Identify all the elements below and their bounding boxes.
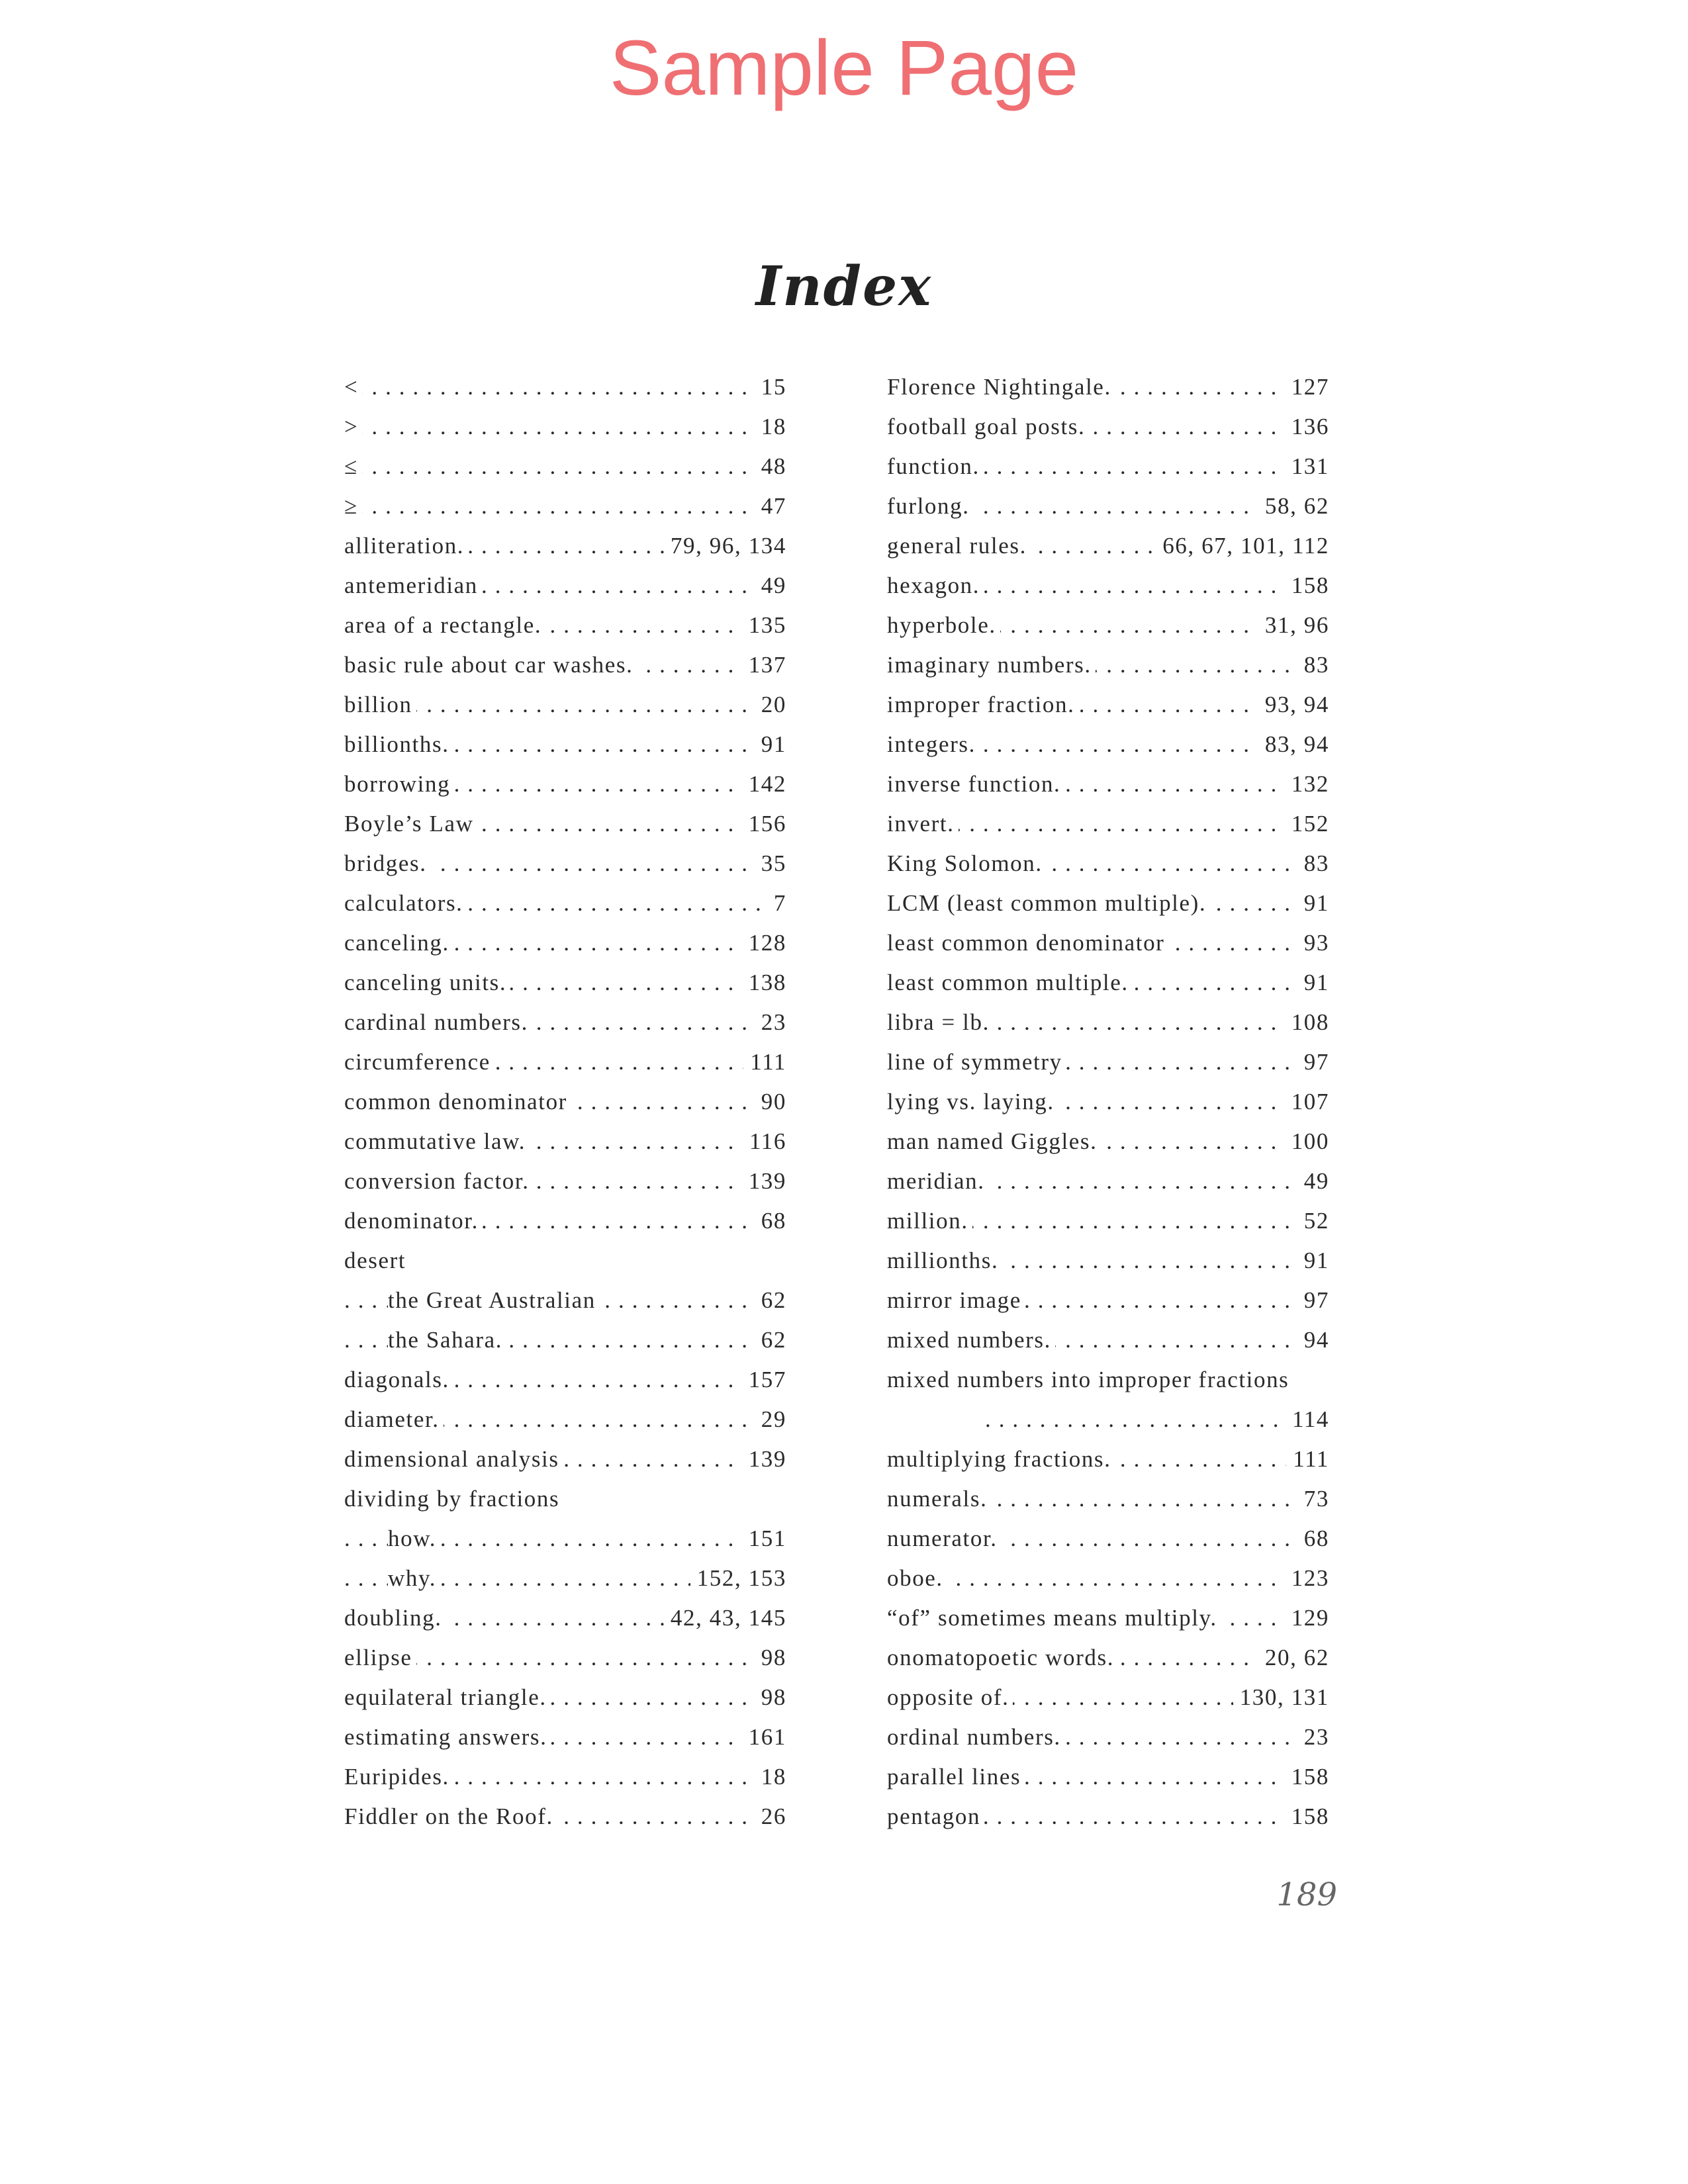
index-entry bbox=[344, 606, 786, 645]
index-term: ≤ bbox=[344, 453, 362, 479]
index-page-refs: 94 bbox=[1297, 1320, 1329, 1360]
index-entry bbox=[344, 1757, 786, 1797]
index-page-refs: 15 bbox=[755, 367, 786, 407]
index-term: why. bbox=[388, 1565, 440, 1591]
index-term: dimensional analysis bbox=[344, 1446, 563, 1472]
index-term: canceling units. bbox=[344, 970, 510, 995]
sample-page-watermark: Sample Page bbox=[609, 24, 1079, 112]
index-page-refs: 158 bbox=[1285, 1797, 1329, 1837]
index-page-refs: 91 bbox=[1297, 1241, 1329, 1281]
index-entry bbox=[344, 844, 786, 884]
index-entry bbox=[344, 1042, 786, 1082]
index-term: the Sahara. bbox=[388, 1327, 506, 1353]
index-entry bbox=[887, 1439, 1329, 1479]
index-entry bbox=[887, 1797, 1329, 1837]
index-entry bbox=[887, 1360, 1329, 1400]
index-term: commutative law. bbox=[344, 1128, 530, 1154]
index-entry bbox=[344, 1598, 786, 1638]
index-term: libra = lb. bbox=[887, 1009, 994, 1035]
index-page-refs: 142 bbox=[742, 764, 786, 804]
index-term: Boyle’s Law bbox=[344, 811, 478, 837]
index-term: calculators. bbox=[344, 890, 467, 916]
index-page-refs: 138 bbox=[742, 963, 786, 1003]
index-page-refs: 107 bbox=[1285, 1082, 1329, 1122]
index-entry bbox=[887, 1281, 1329, 1320]
index-page-refs: 91 bbox=[755, 725, 786, 764]
index-page-refs: 128 bbox=[742, 923, 786, 963]
index-page-refs: 151 bbox=[742, 1519, 786, 1559]
index-entry bbox=[344, 1201, 786, 1241]
index-column-left bbox=[344, 367, 786, 1837]
index-entry bbox=[344, 1638, 786, 1678]
index-term: onomatopoetic words. bbox=[887, 1645, 1118, 1670]
index-entry bbox=[887, 1598, 1329, 1638]
index-entry bbox=[887, 764, 1329, 804]
index-entry bbox=[887, 407, 1329, 447]
index-page-refs: 158 bbox=[1285, 566, 1329, 606]
index-page-refs: 93, 94 bbox=[1258, 685, 1329, 725]
index-term: pentagon bbox=[887, 1803, 984, 1829]
index-page-refs: 161 bbox=[742, 1717, 786, 1757]
index-entry bbox=[887, 1042, 1329, 1082]
index-term: ordinal numbers. bbox=[887, 1724, 1065, 1750]
index-entry bbox=[887, 963, 1329, 1003]
index-page-refs: 132 bbox=[1285, 764, 1329, 804]
index-page-refs: 90 bbox=[755, 1082, 786, 1122]
page-title: Index bbox=[755, 255, 933, 318]
index-term: ≥ bbox=[344, 493, 362, 519]
index-page-refs: 158 bbox=[1285, 1757, 1329, 1797]
index-entry bbox=[344, 685, 786, 725]
index-entry bbox=[887, 645, 1329, 685]
index-term: ellipse bbox=[344, 1645, 416, 1670]
index-page-refs: 26 bbox=[755, 1797, 786, 1837]
index-term: numerator. bbox=[887, 1525, 1002, 1551]
index-page-refs: 93 bbox=[1297, 923, 1329, 963]
index-page-refs: 29 bbox=[755, 1400, 786, 1439]
index-term: diameter. bbox=[344, 1406, 444, 1432]
index-entry bbox=[887, 566, 1329, 606]
index-entry bbox=[887, 1717, 1329, 1757]
index-entry bbox=[344, 1003, 786, 1042]
index-term: improper fraction. bbox=[887, 692, 1078, 717]
index-page-refs: 20 bbox=[755, 685, 786, 725]
index-term: dividing by fractions bbox=[344, 1486, 563, 1512]
index-page-refs: 49 bbox=[1297, 1161, 1329, 1201]
index-page-refs: 23 bbox=[755, 1003, 786, 1042]
index-page-refs: 42, 43, 145 bbox=[664, 1598, 786, 1638]
index-entry bbox=[887, 486, 1329, 526]
index-entry bbox=[344, 447, 786, 486]
index-entry bbox=[887, 606, 1329, 645]
index-page-refs: 66, 67, 101, 112 bbox=[1156, 526, 1329, 566]
index-page-refs: 83 bbox=[1297, 645, 1329, 685]
index-term: basic rule about car washes. bbox=[344, 652, 637, 678]
index-term: Florence Nightingale. bbox=[887, 374, 1115, 400]
index-term: conversion factor. bbox=[344, 1168, 534, 1194]
index-entry bbox=[344, 963, 786, 1003]
index-column-right bbox=[887, 367, 1329, 1837]
index-entry bbox=[344, 923, 786, 963]
index-entry bbox=[887, 1638, 1329, 1678]
index-term: borrowing bbox=[344, 771, 454, 797]
index-page-refs: 7 bbox=[767, 884, 786, 923]
index-entry bbox=[344, 1161, 786, 1201]
index-entry bbox=[887, 1559, 1329, 1598]
index-entry bbox=[344, 804, 786, 844]
index-page-refs: 127 bbox=[1285, 367, 1329, 407]
index-term: bridges. bbox=[344, 850, 431, 876]
index-term: how. bbox=[388, 1525, 440, 1551]
index-entry bbox=[344, 1320, 786, 1360]
index-term: million. bbox=[887, 1208, 972, 1234]
index-term: furlong. bbox=[887, 493, 974, 519]
index-entry bbox=[887, 804, 1329, 844]
index-entry bbox=[344, 1717, 786, 1757]
page-number: 189 bbox=[1276, 1876, 1337, 1913]
index-entry bbox=[344, 1241, 786, 1281]
index-entry bbox=[344, 1559, 786, 1598]
index-page-refs: 23 bbox=[1297, 1717, 1329, 1757]
index-entry bbox=[887, 1320, 1329, 1360]
index-term: diagonals. bbox=[344, 1367, 453, 1392]
index-term: desert bbox=[344, 1248, 410, 1273]
index-entry bbox=[344, 407, 786, 447]
index-term: hyperbole. bbox=[887, 612, 1000, 638]
index-entry bbox=[887, 367, 1329, 407]
index-page-refs: 100 bbox=[1285, 1122, 1329, 1161]
index-term: imaginary numbers. bbox=[887, 652, 1096, 678]
index-term: LCM (least common multiple). bbox=[887, 890, 1210, 916]
index-term: least common multiple. bbox=[887, 970, 1133, 995]
index-term: doubling. bbox=[344, 1605, 446, 1631]
index-entry bbox=[344, 367, 786, 407]
index-page-refs: 116 bbox=[743, 1122, 786, 1161]
index-entry bbox=[887, 1400, 1329, 1439]
index-page-refs: 83, 94 bbox=[1258, 725, 1329, 764]
index-term: millionths. bbox=[887, 1248, 1002, 1273]
index-entry bbox=[344, 884, 786, 923]
index-page-refs: 18 bbox=[755, 407, 786, 447]
index-page-refs: 108 bbox=[1285, 1003, 1329, 1042]
index-entry bbox=[344, 1519, 786, 1559]
index-term: King Solomon. bbox=[887, 850, 1047, 876]
index-term: hexagon. bbox=[887, 572, 984, 598]
index-term: < bbox=[344, 374, 362, 400]
index-term: area of a rectangle. bbox=[344, 612, 545, 638]
index-term: parallel lines bbox=[887, 1764, 1025, 1790]
index-entry bbox=[344, 1082, 786, 1122]
index-entry bbox=[887, 1678, 1329, 1717]
index-term: Euripides. bbox=[344, 1764, 453, 1790]
index-page-refs: 152, 153 bbox=[690, 1559, 786, 1598]
index-term: inverse function. bbox=[887, 771, 1064, 797]
index-entry bbox=[887, 526, 1329, 566]
index-page-refs: 49 bbox=[755, 566, 786, 606]
index-entry bbox=[887, 1757, 1329, 1797]
index-term: cardinal numbers. bbox=[344, 1009, 532, 1035]
index-entry bbox=[344, 526, 786, 566]
index-page-refs: 47 bbox=[755, 486, 786, 526]
index-page-refs: 123 bbox=[1285, 1559, 1329, 1598]
index-page-refs: 73 bbox=[1297, 1479, 1329, 1519]
index-page-refs: 135 bbox=[742, 606, 786, 645]
index-page-refs: 111 bbox=[1286, 1439, 1329, 1479]
index-term: football goal posts. bbox=[887, 414, 1089, 439]
index-entry bbox=[344, 1122, 786, 1161]
index-page-refs: 136 bbox=[1285, 407, 1329, 447]
index-entry bbox=[344, 1797, 786, 1837]
index-term: numerals. bbox=[887, 1486, 991, 1512]
index-term: canceling. bbox=[344, 930, 453, 956]
index-entry bbox=[344, 1678, 786, 1717]
index-term: estimating answers. bbox=[344, 1724, 551, 1750]
index-term: “of” sometimes means multiply. bbox=[887, 1605, 1221, 1631]
index-page-refs: 157 bbox=[742, 1360, 786, 1400]
index-term: mirror image bbox=[887, 1287, 1025, 1313]
index-entry bbox=[344, 1281, 786, 1320]
index-page-refs: 97 bbox=[1297, 1281, 1329, 1320]
index-term: oboe. bbox=[887, 1565, 947, 1591]
index-entry bbox=[887, 1003, 1329, 1042]
index-term: billion bbox=[344, 692, 416, 717]
index-entry bbox=[887, 1122, 1329, 1161]
index-page-refs: 156 bbox=[742, 804, 786, 844]
index-page-refs: 98 bbox=[755, 1678, 786, 1717]
index-entry bbox=[887, 884, 1329, 923]
index-term: alliteration. bbox=[344, 533, 468, 559]
index-term: denominator. bbox=[344, 1208, 483, 1234]
index-entry bbox=[887, 844, 1329, 884]
index-entry bbox=[344, 1360, 786, 1400]
index-entry bbox=[344, 1400, 786, 1439]
index-page-refs: 62 bbox=[755, 1320, 786, 1360]
index-entry bbox=[887, 1082, 1329, 1122]
index-page-refs: 111 bbox=[743, 1042, 786, 1082]
index-term: invert. bbox=[887, 811, 959, 837]
index-term: common denominator bbox=[344, 1089, 571, 1115]
index-page-refs: 137 bbox=[742, 645, 786, 685]
index-term: mixed numbers into improper fractions bbox=[887, 1367, 1293, 1392]
index-page-refs: 68 bbox=[1297, 1519, 1329, 1559]
index-term: the Great Australian bbox=[388, 1287, 600, 1313]
index-entry bbox=[344, 645, 786, 685]
index-page-refs: 52 bbox=[1297, 1201, 1329, 1241]
index-page-refs: 91 bbox=[1297, 963, 1329, 1003]
index-entry bbox=[887, 1519, 1329, 1559]
index-page-refs: 62 bbox=[755, 1281, 786, 1320]
index-entry bbox=[887, 1241, 1329, 1281]
index-entry bbox=[887, 685, 1329, 725]
index-term: meridian. bbox=[887, 1168, 989, 1194]
index-entry bbox=[344, 1479, 786, 1519]
index-page-refs: 79, 96, 134 bbox=[664, 526, 786, 566]
index-page-refs: 152 bbox=[1285, 804, 1329, 844]
index-page-refs: 139 bbox=[742, 1439, 786, 1479]
index-term: mixed numbers. bbox=[887, 1327, 1055, 1353]
index-term: man named Giggles. bbox=[887, 1128, 1101, 1154]
index-term: > bbox=[344, 414, 362, 439]
index-entry bbox=[887, 1201, 1329, 1241]
index-term: line of symmetry bbox=[887, 1049, 1066, 1075]
index-page-refs: 58, 62 bbox=[1258, 486, 1329, 526]
index-entry bbox=[344, 1439, 786, 1479]
index-page-refs: 139 bbox=[742, 1161, 786, 1201]
index-page-refs: 130, 131 bbox=[1233, 1678, 1329, 1717]
index-page-refs: 129 bbox=[1285, 1598, 1329, 1638]
index-entry bbox=[344, 725, 786, 764]
index-page-refs: 20, 62 bbox=[1258, 1638, 1329, 1678]
index-term: least common denominator bbox=[887, 930, 1168, 956]
index-term: general rules. bbox=[887, 533, 1031, 559]
index-page-refs: 48 bbox=[755, 447, 786, 486]
index-entry bbox=[887, 923, 1329, 963]
index-page-refs: 68 bbox=[755, 1201, 786, 1241]
index-page-refs: 83 bbox=[1297, 844, 1329, 884]
index-page-refs: 35 bbox=[755, 844, 786, 884]
index-term: billionths. bbox=[344, 731, 453, 757]
index-entry bbox=[887, 447, 1329, 486]
index-entry bbox=[344, 764, 786, 804]
index-term: lying vs. laying. bbox=[887, 1089, 1058, 1115]
index-page-refs: 98 bbox=[755, 1638, 786, 1678]
index-term: Fiddler on the Roof. bbox=[344, 1803, 557, 1829]
index-page-refs: 97 bbox=[1297, 1042, 1329, 1082]
index-entry bbox=[887, 725, 1329, 764]
index-term: circumference bbox=[344, 1049, 494, 1075]
index-entry bbox=[344, 566, 786, 606]
index-term: integers. bbox=[887, 731, 980, 757]
index-page-refs: 131 bbox=[1285, 447, 1329, 486]
index-term: opposite of. bbox=[887, 1684, 1013, 1710]
index-term: antemeridian bbox=[344, 572, 482, 598]
index-term: multiplying fractions. bbox=[887, 1446, 1115, 1472]
index-page-refs: 18 bbox=[755, 1757, 786, 1797]
index-entry bbox=[887, 1479, 1329, 1519]
index-page-refs: 114 bbox=[1286, 1400, 1329, 1439]
index-term: function. bbox=[887, 453, 984, 479]
index-page-refs: 91 bbox=[1297, 884, 1329, 923]
index-entry bbox=[344, 486, 786, 526]
index-entry bbox=[887, 1161, 1329, 1201]
index-page-refs: 31, 96 bbox=[1258, 606, 1329, 645]
index-term: equilateral triangle. bbox=[344, 1684, 551, 1710]
